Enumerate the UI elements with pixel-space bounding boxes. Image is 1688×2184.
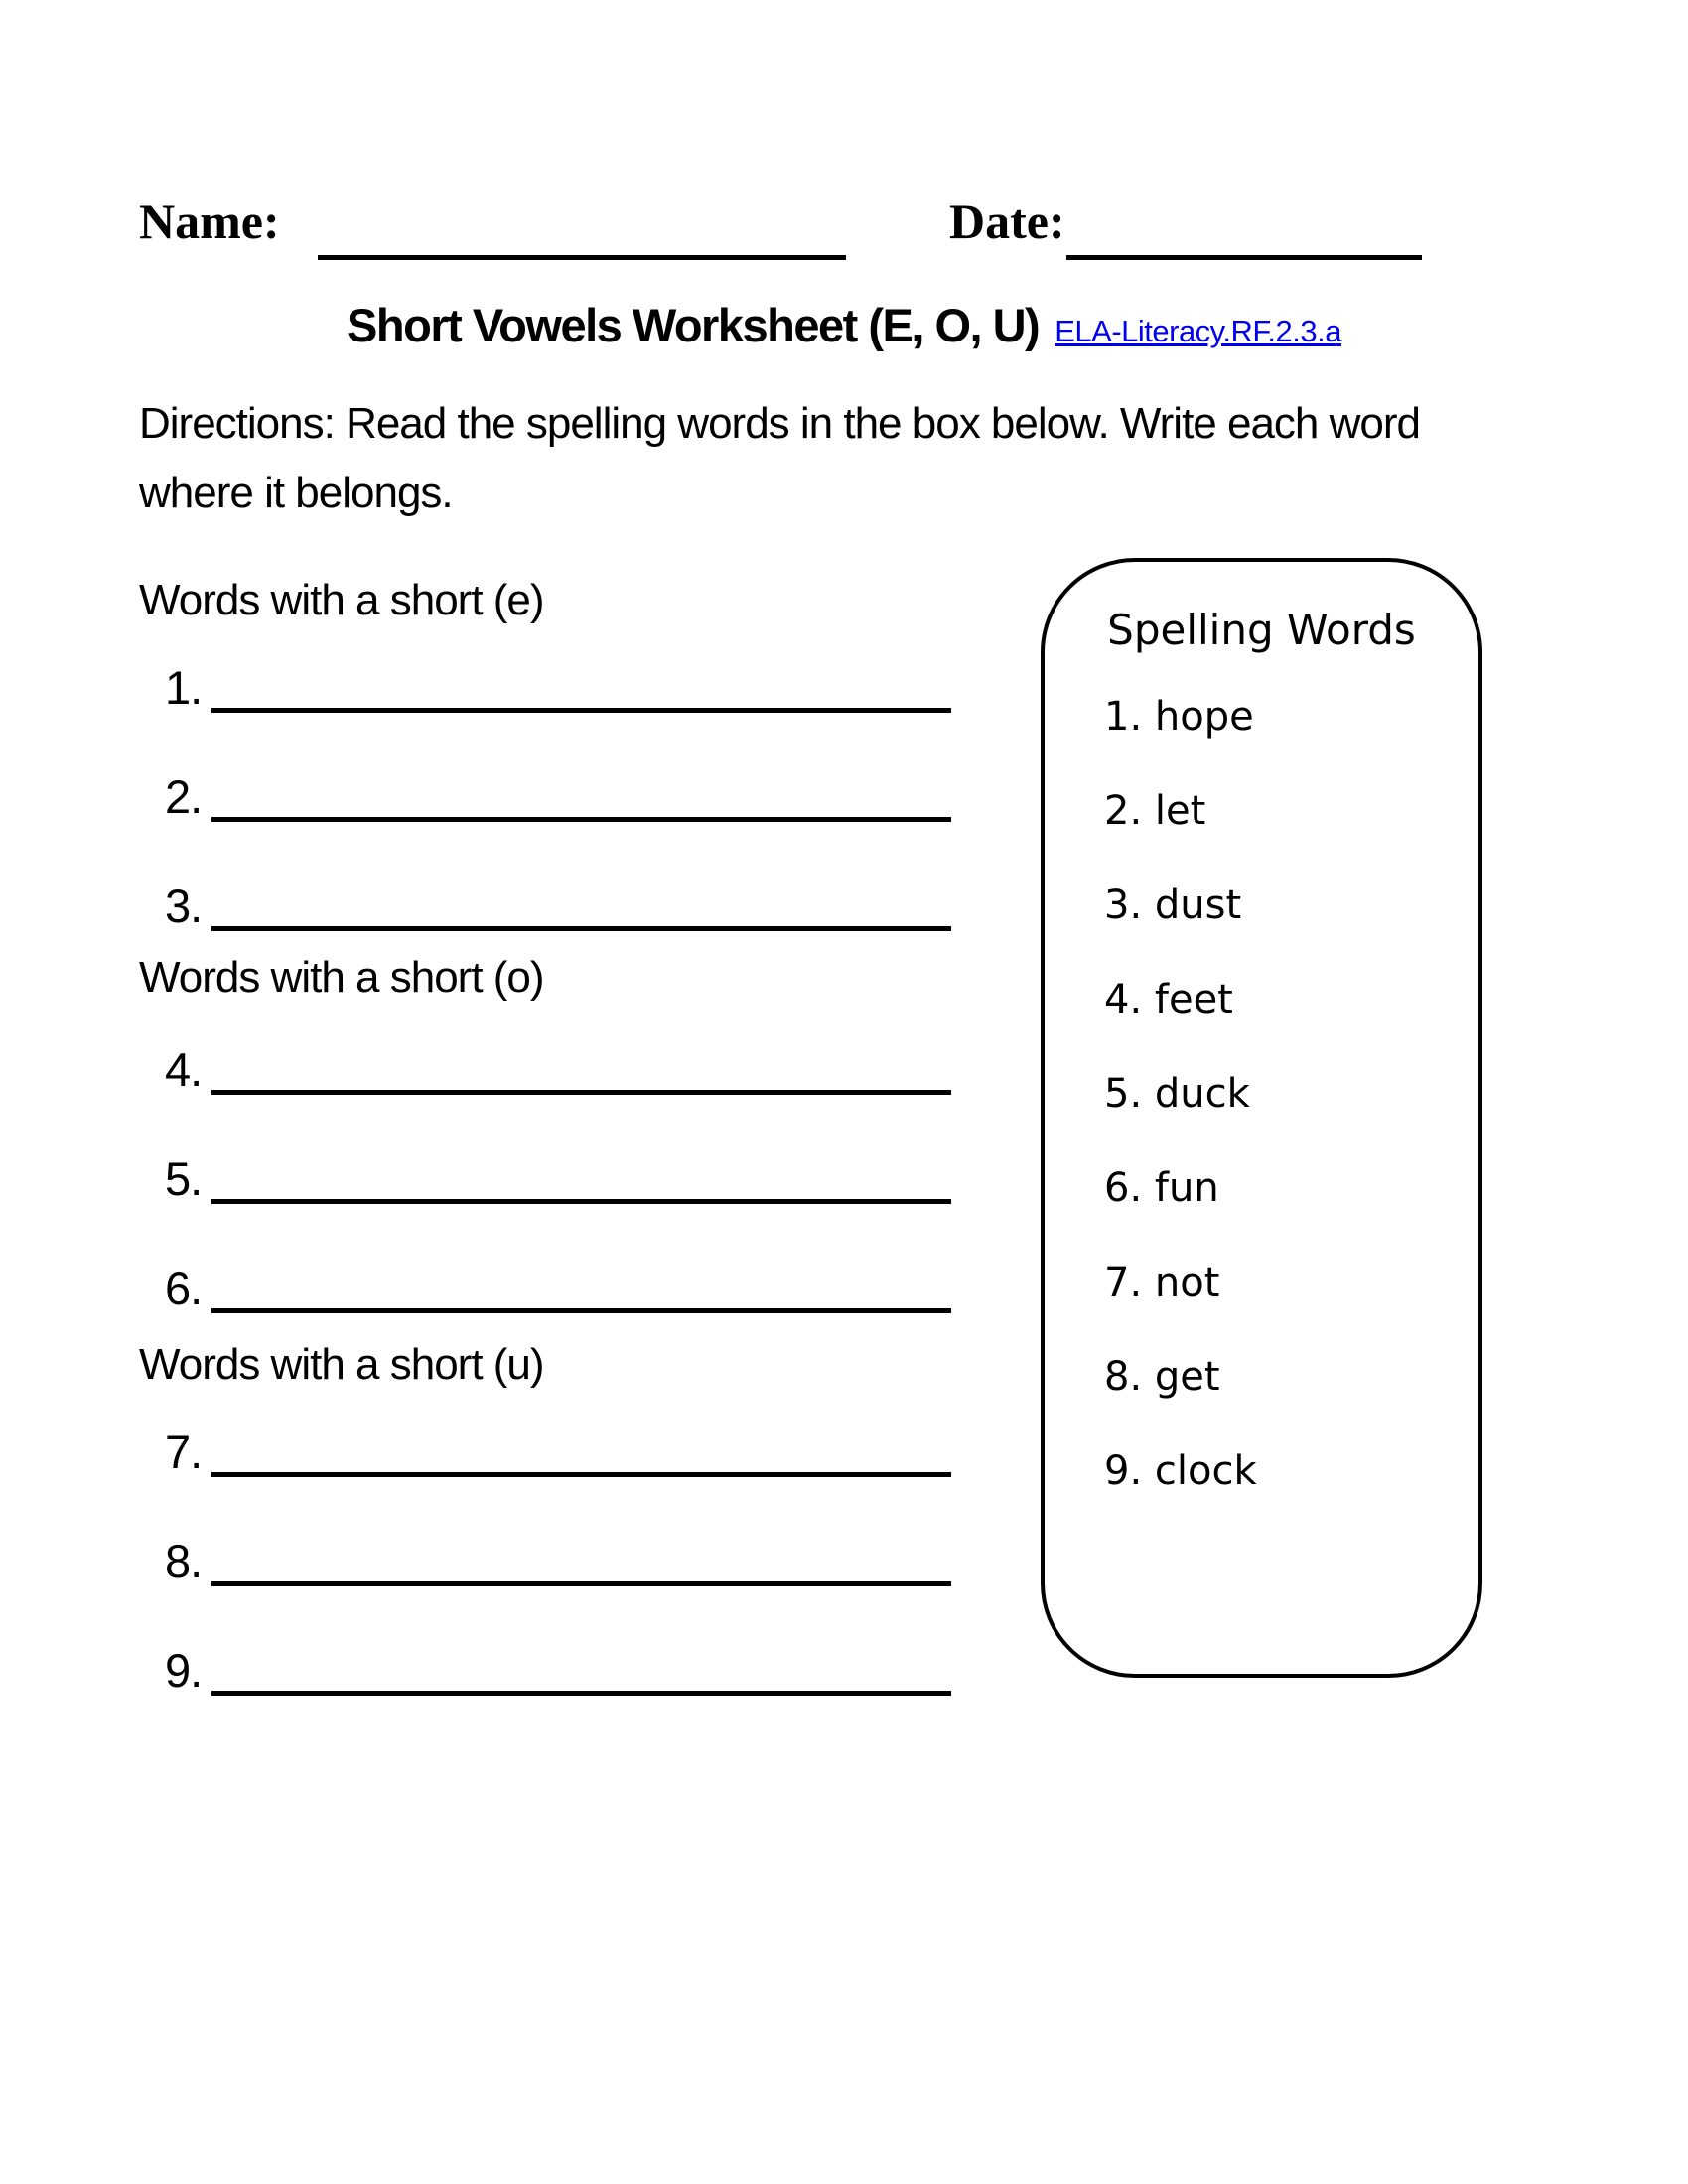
spelling-word: 2. let: [1104, 788, 1206, 835]
date-blank-line: [1066, 255, 1422, 260]
blank-number: 9.: [165, 1644, 203, 1697]
blank-number: 1.: [165, 661, 203, 714]
answer-blank-line: [211, 926, 951, 931]
answer-blank-line: [211, 708, 951, 713]
title-row: [0, 298, 1688, 352]
name-label: Name:: [139, 194, 280, 249]
blank-number: 6.: [165, 1262, 203, 1314]
answer-blank-line: [211, 817, 951, 822]
directions-text: Directions: Read the spelling words in the box below. Write each word where it belongs.: [139, 399, 1420, 518]
blank-number: 8.: [165, 1535, 203, 1587]
blank-number: 5.: [165, 1153, 203, 1205]
answer-blank-line: [211, 1691, 951, 1696]
section-heading-short-e: Words with a short (e): [139, 576, 544, 624]
section-heading-short-u: Words with a short (u): [139, 1340, 544, 1389]
answer-row: [165, 653, 951, 713]
spelling-word: 6. fun: [1104, 1165, 1219, 1212]
answer-row: [165, 762, 951, 822]
spelling-word: 7. not: [1104, 1260, 1220, 1306]
answer-row: [165, 872, 951, 931]
spelling-box-title: Spelling Words: [1107, 606, 1416, 654]
answer-blank-line: [211, 1090, 951, 1095]
spelling-word: 5. duck: [1104, 1071, 1250, 1118]
section-heading-short-o: Words with a short (o): [139, 953, 544, 1002]
answer-blank-line: [211, 1308, 951, 1313]
answer-row: [165, 1035, 951, 1095]
page-title: Short Vowels Worksheet (E, O, U): [347, 299, 1040, 351]
answer-blank-line: [211, 1472, 951, 1477]
spelling-word: 8. get: [1104, 1354, 1220, 1401]
spelling-word-list: [1104, 695, 1478, 1544]
blank-number: 7.: [165, 1426, 203, 1478]
answer-blank-line: [211, 1199, 951, 1204]
blank-number: 3.: [165, 880, 203, 932]
spelling-word: 9. clock: [1104, 1448, 1257, 1495]
answer-row: [165, 1145, 951, 1204]
blank-number: 4.: [165, 1043, 203, 1096]
answer-row: [165, 1418, 951, 1477]
answer-row: [165, 1636, 951, 1696]
spelling-word: 3. dust: [1104, 883, 1242, 929]
answer-blank-line: [211, 1581, 951, 1586]
name-blank-line: [318, 255, 846, 260]
blank-number: 2.: [165, 770, 203, 823]
answer-row: [165, 1527, 951, 1586]
spelling-word: 1. hope: [1104, 694, 1254, 741]
spelling-word: 4. feet: [1104, 977, 1233, 1024]
spelling-words-box: [1041, 558, 1482, 1678]
date-label: Date:: [949, 194, 1065, 249]
answer-row: [165, 1254, 951, 1313]
standard-link[interactable]: ELA-Literacy.RF.2.3.a: [1055, 314, 1341, 348]
